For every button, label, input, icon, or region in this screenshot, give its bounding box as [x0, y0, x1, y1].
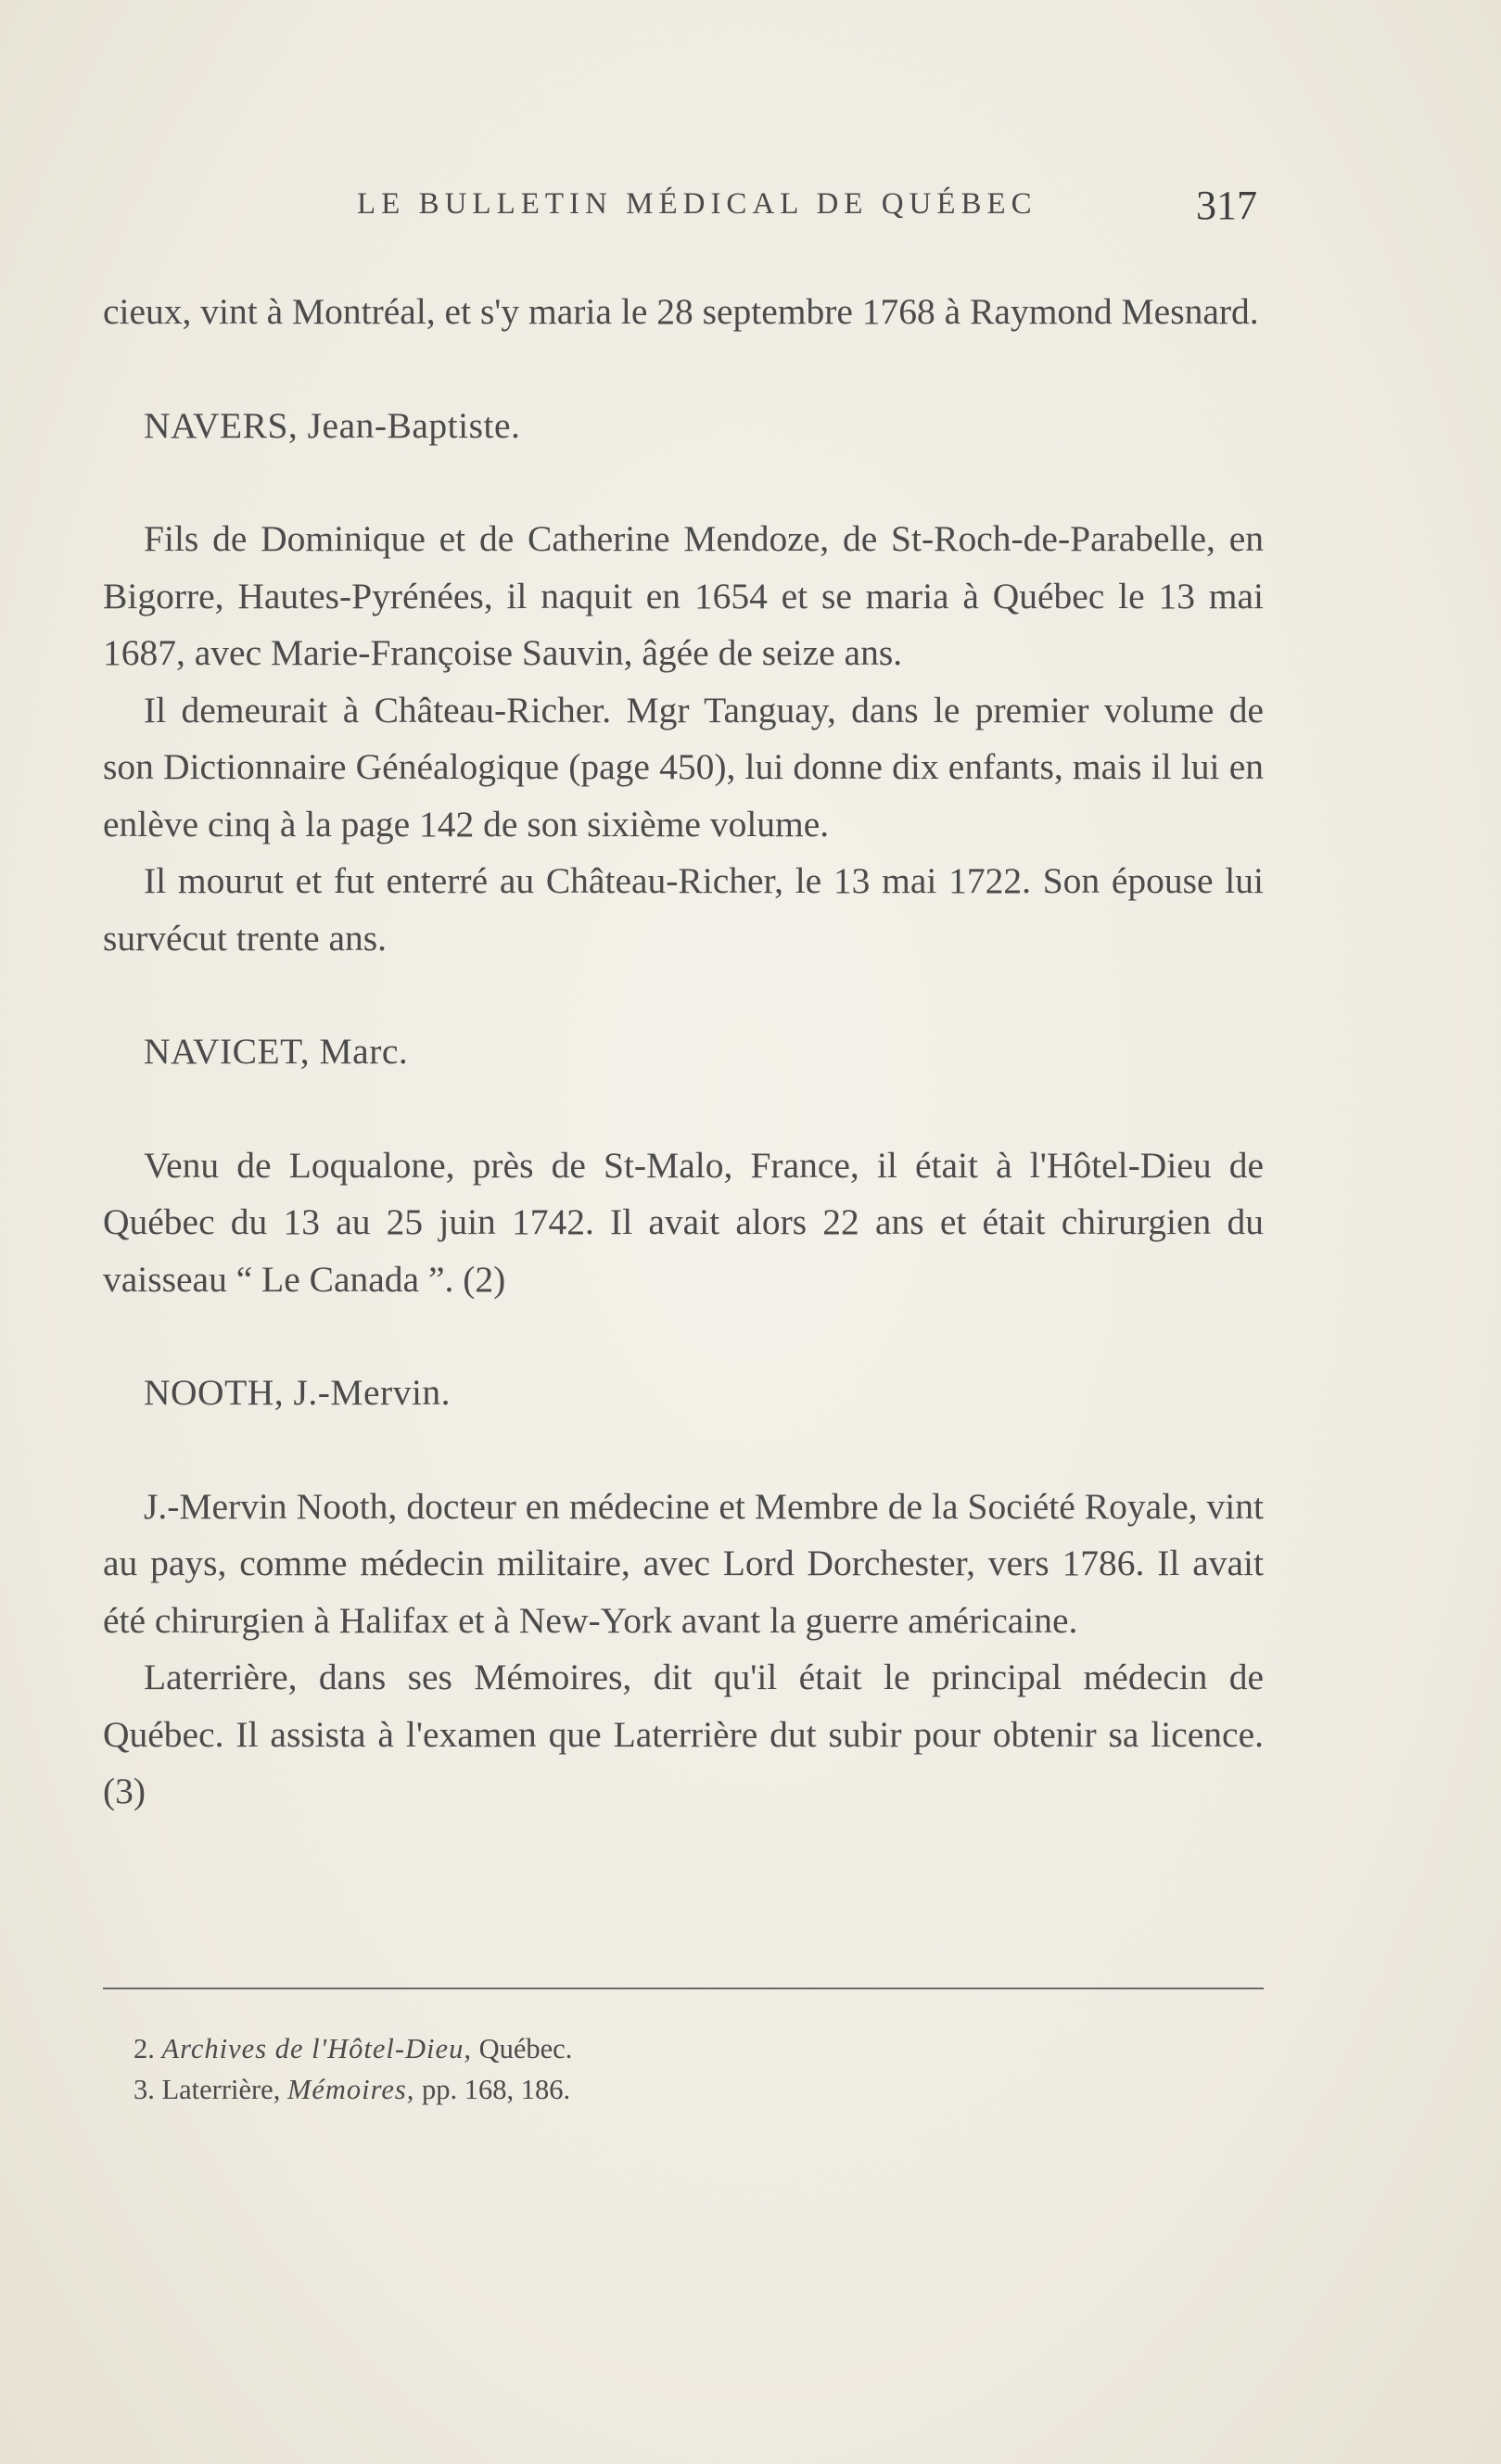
body-paragraph: Venu de Loqualone, près de St-Malo, France, il était à l'Hôtel-Dieu de Québec du 13 au 25 juin 1742. Il avait alors 22 ans et était chirurgien du vaisseau “ Le Canada ”. (2) [103, 1144, 1264, 1300]
footnote-italic: Mémoires, [286, 2074, 415, 2105]
entry-heading-navicet: NAVICET, Marc. [144, 1031, 409, 1072]
footnote-number: 3. [134, 2074, 155, 2105]
body-paragraph: Il mourut et fut enterré au Château-Richer, le 13 mai 1722. Son épouse lui survécut trente ans. [103, 860, 1264, 959]
footnote-number: 2. [134, 2033, 155, 2064]
footnote-text: Québec. [471, 2033, 573, 2064]
footnote-2 [134, 2028, 1246, 2069]
running-head-title: LE BULLETIN MÉDICAL DE QUÉBEC [357, 187, 1037, 221]
footnotes [134, 2028, 1246, 2110]
body-text [103, 284, 1264, 1821]
body-paragraph-continuation: cieux, vint à Montréal, et s'y maria le 28 septembre 1768 à Raymond Mesnard. [103, 291, 1259, 332]
footnote-rule [103, 1988, 1264, 1989]
footnote-text: pp. 168, 186. [414, 2074, 571, 2105]
entry-heading-navers: NAVERS, Jean-Baptiste. [144, 404, 521, 446]
body-paragraph: Il demeurait à Château-Richer. Mgr Tanguay, dans le premier volume de son Dictionnaire Généalogique (page 450), lui donne dix enfants, mais il lui en enlève cinq à la page 142 de son sixième volume. [103, 689, 1264, 845]
body-paragraph: Fils de Dominique et de Catherine Mendoze, de St-Roch-de-Parabelle, en Bigorre, Hautes-Pyrénées, il naquit en 1654 et se maria à Québec le 13 mai 1687, avec Marie-Françoise Sauvin, âgée de seize ans. [103, 518, 1264, 673]
page-number: 317 [1196, 183, 1257, 228]
footnote-text: Laterrière, [154, 2074, 287, 2105]
footnote-3 [134, 2069, 1246, 2110]
footnote-italic: Archives de l'Hôtel-Dieu, [161, 2033, 472, 2064]
body-paragraph: J.-Mervin Nooth, docteur en médecine et Membre de la Société Royale, vint au pays, comme médecin militaire, avec Lord Dorchester, vers 1786. Il avait été chirurgien à Halifax et à New-York avant la guerre américaine. [103, 1485, 1264, 1641]
entry-heading-nooth: NOOTH, J.-Mervin. [144, 1372, 452, 1413]
body-paragraph: Laterrière, dans ses Mémoires, dit qu'il était le principal médecin de Québec. Il assista à l'examen que Laterrière dut subir pour obtenir sa licence. (3) [103, 1657, 1264, 1811]
